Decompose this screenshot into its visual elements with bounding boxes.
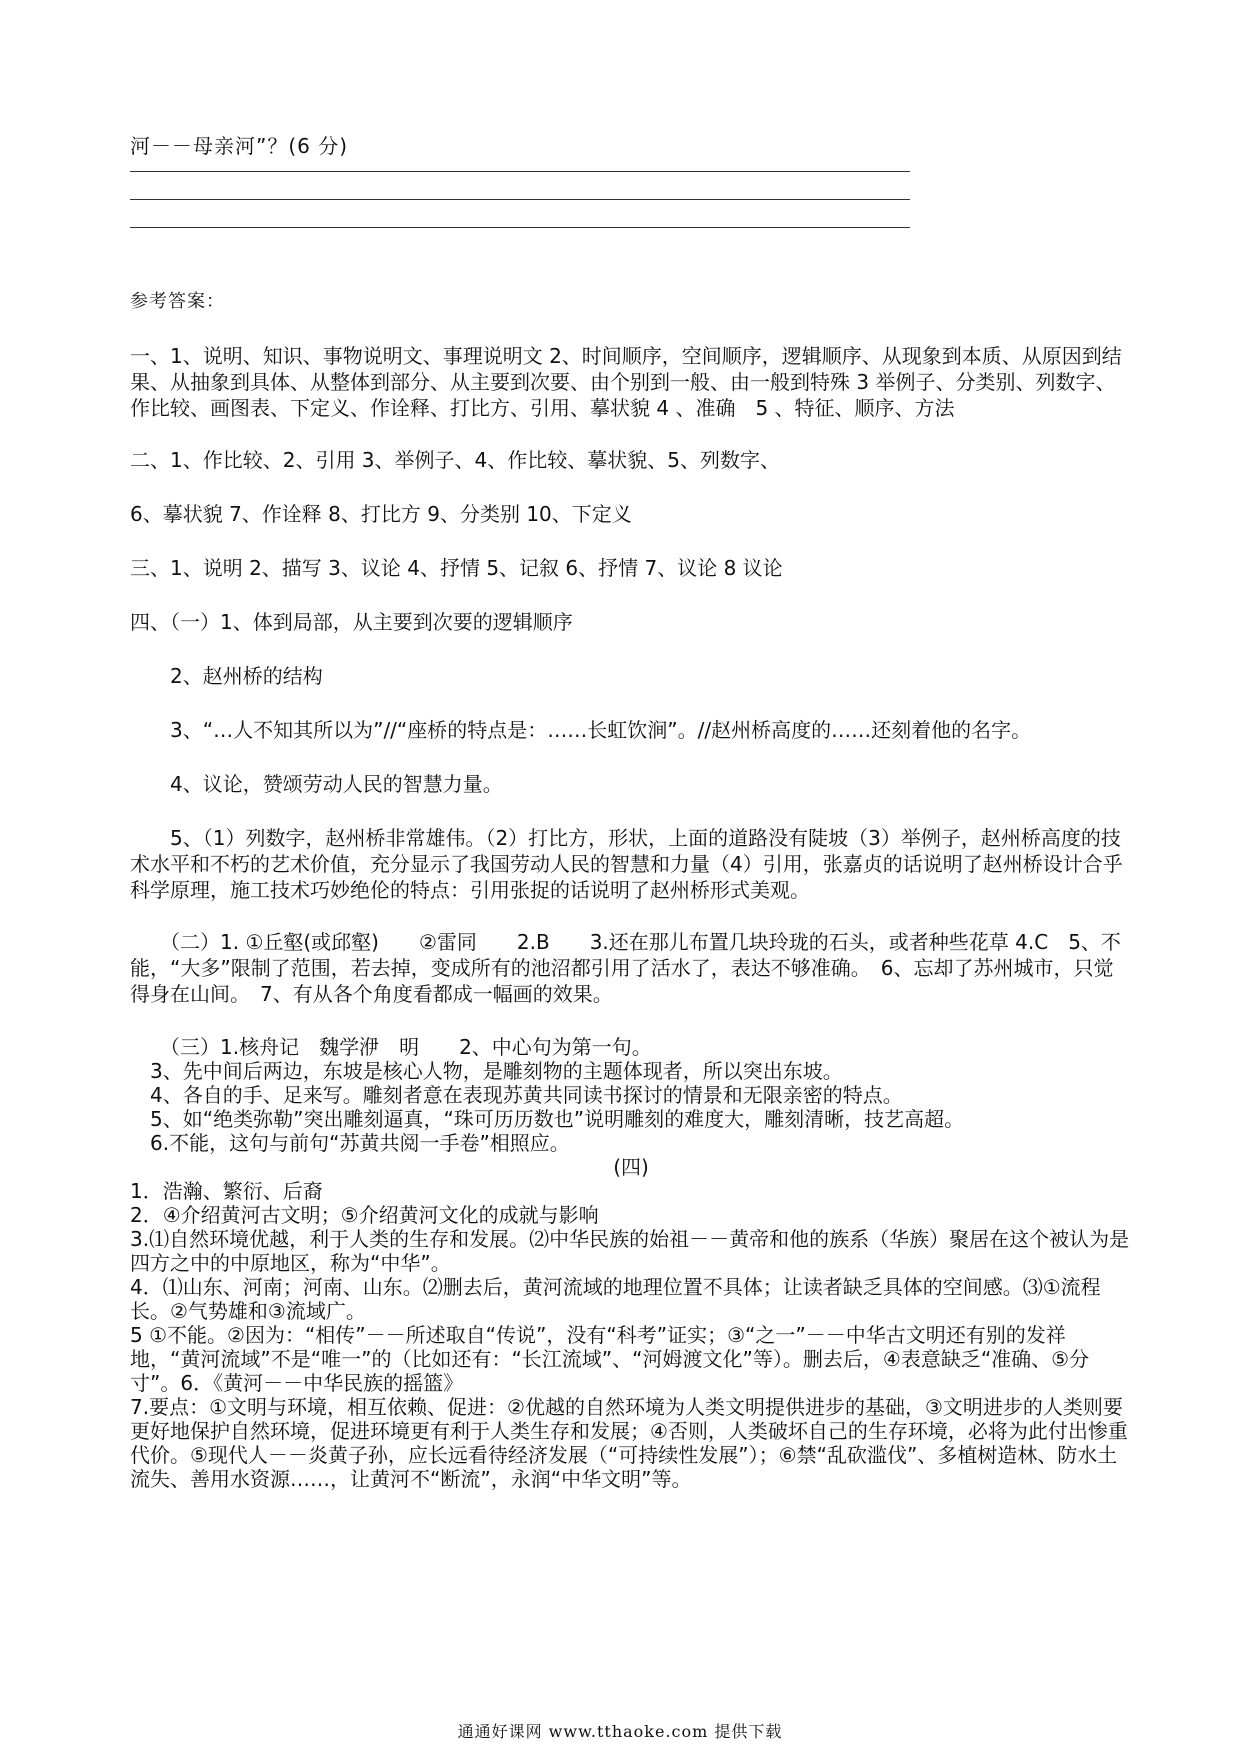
footer-credit: 通通好课网 www.tthaoke.com 提供下载	[457, 1722, 783, 1741]
answer-content	[130, 343, 1132, 1491]
answer-paragraph: 四、（一）1、体到局部，从主要到次要的逻辑顺序	[130, 610, 573, 634]
answer-paragraph: 一、1、说明、知识、事物说明文、事理说明文 2、时间顺序，空间顺序，逻辑顺序、从现象到本质、从原因到结果、从抽象到具体、从整体到部分、从主要到次要、由个别到一般、由一般到特殊 3 举例子、分类别、列数字、作比较、画图表、下定义、作诠释、打比方、引用、摹状貌 4 、准确 5 、特征、顺序、方法	[130, 344, 1122, 420]
answer-paragraph: （二）1. ①丘壑(或邱壑) ②雷同 2.B 3.还在那儿布置几块玲珑的石头，或者种些花草 4.C 5、不能，“大多”限制了范围，若去掉，变成所有的池沼都引用了活水了，表达不够准确。 6、忘却了苏州城市，只觉得身在山间。 7、有从各个角度看都成一幅画的效果。	[130, 930, 1121, 1006]
answer-paragraph: 二、1、作比较、2、引用 3、举例子、4、作比较、摹状貌、5、列数字、	[130, 448, 780, 472]
answer-paragraph: 3、“…人不知其所以为”//“座桥的特点是：……长虹饮涧”。//赵州桥高度的……还刻着他的名字。	[170, 718, 1032, 742]
answer-paragraph: 2、赵州桥的结构	[170, 664, 323, 688]
answer-paragraph: (四)	[613, 1155, 649, 1179]
answer-line	[130, 171, 910, 172]
answer-paragraph: 5、（1）列数字，赵州桥非常雄伟。（2）打比方，形状，上面的道路没有陡坡（3）举例子，赵州桥高度的技术水平和不朽的艺术价值，充分显示了我国劳动人民的智慧和力量（4）引用，张嘉贞的话说明了赵州桥设计合乎科学原理，施工技术巧妙绝伦的特点：引用张捉的话说明了赵州桥形式美观。	[130, 826, 1123, 902]
answer-paragraph: 三、1、说明 2、描写 3、议论 4、抒情 5、记叙 6、抒情 7、议论 8 议论	[130, 556, 783, 580]
answer-paragraph: 4、议论，赞颂劳动人民的智慧力量。	[170, 772, 503, 796]
question-tail: 河－－母亲河”？(6 分)	[130, 134, 349, 158]
answer-paragraph: （三）1.核舟记 魏学洢 明 2、中心句为第一句。 3、先中间后两边，东坡是核心人物，是雕刻物的主题体现者，所以突出东坡。 4、各自的手、足来写。雕刻者意在表现苏黄共同读书探讨的情景和无限亲密的特点。 5、如“绝类弥勒”突出雕刻逼真，“珠可历历数也”说明雕刻的难度大，雕刻清晰，技艺高超。 6.不能，这句与前句“苏黄共阅一手卷”相照应。	[149, 1035, 965, 1155]
answer-line	[130, 227, 910, 228]
answer-paragraph: 1．浩瀚、繁衍、后裔 2．④介绍黄河古文明；⑤介绍黄河文化的成就与影响 3.⑴自然环境优越，利于人类的生存和发展。⑵中华民族的始祖－－黄帝和他的族系（华族）聚居在这个被认为是四方之中的中原地区，称为“中华”。 4．⑴山东、河南；河南、山东。⑵删去后，黄河流域的地理位置不具体；让读者缺乏具体的空间感。⑶①流程长。②气势雄和③流域广。 5 ①不能。②因为：“相传”－－所述取自“传说”，没有“科考”证实；③“之一”－－中华古文明还有别的发祥地，“黄河流域”不是“唯一”的（比如还有：“长江流域”、“河姆渡文化”等）。删去后，④表意缺乏“准确、⑤分寸”。6．《黄河－－中华民族的摇篮》 7.要点：①文明与环境，相互依赖、促进：②优越的自然环境为人类文明提供进步的基础，③文明进步的人类则要更好地保护自然环境，促进环境更有利于人类生存和发展；④否则，人类破坏自己的生存环境，必将为此付出惨重代价。⑤现代人－－炎黄子孙，应长远看待经济发展（“可持续性发展”）；⑥禁“乱砍滥伐”、多植树造林、防水土流失、善用水资源……，让黄河不“断流”，永润“中华文明”等。	[130, 1179, 1130, 1491]
reference-answer-label: 参考答案：	[130, 291, 225, 312]
answer-line	[130, 199, 910, 200]
answer-paragraph: 6、摹状貌 7、作诠释 8、打比方 9、分类别 10、下定义	[130, 502, 632, 526]
